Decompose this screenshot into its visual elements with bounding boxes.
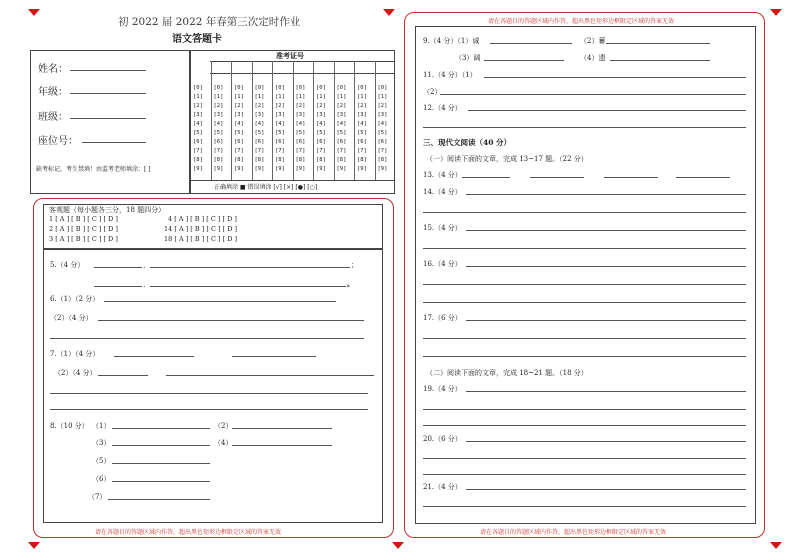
q8-answer-4[interactable] bbox=[232, 445, 332, 446]
admission-digit-bubble[interactable]: [9] bbox=[377, 166, 388, 172]
corner-marker-bottom-left bbox=[28, 542, 40, 549]
corner-marker-bottom-mid bbox=[392, 542, 404, 549]
admission-digit-bubble[interactable]: [3] bbox=[295, 112, 306, 118]
admission-digit-bubble[interactable]: [0] bbox=[254, 85, 265, 91]
admission-digit-bubble[interactable]: [7] bbox=[275, 148, 285, 154]
admission-digit-bubble[interactable]: [1] bbox=[275, 94, 285, 100]
admission-digit-bubble[interactable]: [5] bbox=[275, 130, 285, 136]
q15-label: 15.（4 分） bbox=[423, 224, 462, 232]
q11-1-answer[interactable] bbox=[484, 77, 746, 78]
admission-digit-bubble[interactable]: [9] bbox=[357, 166, 367, 172]
q8-item-7: （7） bbox=[88, 493, 107, 501]
section3-title: 三、现代文阅读（40 分） bbox=[423, 138, 512, 147]
name-field[interactable] bbox=[70, 70, 146, 71]
admission-digit-bubble: [6] bbox=[193, 139, 203, 145]
corner-marker-top-mid bbox=[383, 9, 395, 16]
q16-answer-1[interactable] bbox=[466, 266, 746, 267]
q8-item-4: （4） bbox=[214, 439, 233, 447]
admission-digit-bubble[interactable]: [2] bbox=[316, 103, 326, 109]
q8-answer-2[interactable] bbox=[232, 428, 332, 429]
q15-answer-1[interactable] bbox=[466, 230, 746, 231]
admission-digit-bubble[interactable]: [0] bbox=[357, 85, 367, 91]
warning-right-top: 请在各题目的答题区域内作答，超出黑色矩形边框限定区域的答案无效 bbox=[488, 18, 675, 25]
admission-digit-bubble: [1] bbox=[193, 94, 203, 100]
q6-2-answer-1[interactable] bbox=[98, 320, 364, 321]
corner-marker-top-left bbox=[28, 9, 40, 16]
admission-column-divider bbox=[354, 61, 355, 180]
admission-digit-bubble[interactable]: [2] bbox=[295, 103, 306, 109]
admission-digit-bubble[interactable]: [1] bbox=[213, 94, 224, 100]
admission-digit-bubble[interactable]: [7] bbox=[316, 148, 326, 154]
page-subtitle: 语文答题卡 bbox=[172, 34, 222, 45]
admission-title: 准考证号 bbox=[276, 51, 304, 60]
q9-1-answer[interactable] bbox=[490, 43, 572, 44]
q13-answer-4[interactable] bbox=[676, 177, 730, 178]
q8-answer-7[interactable] bbox=[108, 499, 210, 500]
admission-digit-bubble: [8] bbox=[193, 157, 203, 163]
q5-blank-3[interactable] bbox=[94, 286, 142, 287]
admission-digit-bubble[interactable]: [4] bbox=[357, 121, 367, 127]
page-title: 初 2022 届 2022 年春第三次定时作业 bbox=[118, 16, 301, 28]
admission-digit-bubble[interactable]: [7] bbox=[357, 148, 367, 154]
q16-answer-3[interactable] bbox=[423, 302, 746, 303]
admission-digit-bubble[interactable]: [5] bbox=[295, 130, 306, 136]
admission-digit-bubble[interactable]: [6] bbox=[377, 139, 388, 145]
admission-digit-bubble[interactable]: [6] bbox=[254, 139, 265, 145]
admission-column-divider bbox=[231, 61, 232, 180]
admission-digit-bubble[interactable]: [6] bbox=[234, 139, 244, 145]
q8-answer-5[interactable] bbox=[112, 463, 210, 464]
q20-label: 20.（6 分） bbox=[423, 435, 462, 443]
admission-digit-bubble[interactable]: [8] bbox=[275, 157, 285, 163]
admission-digit-bubble[interactable]: [5] bbox=[357, 130, 367, 136]
admission-digit-bubble[interactable]: [9] bbox=[234, 166, 244, 172]
admission-digit-bubble[interactable]: [1] bbox=[234, 94, 244, 100]
q11-2-label: （2） bbox=[423, 88, 442, 96]
admission-digit-bubble[interactable]: [8] bbox=[295, 157, 306, 163]
q5-blank-4[interactable] bbox=[150, 286, 346, 287]
admission-digit-bubble[interactable]: [7] bbox=[295, 148, 306, 154]
admission-digit-bubble[interactable]: [9] bbox=[275, 166, 285, 172]
admission-digit-bubble[interactable]: [5] bbox=[336, 130, 347, 136]
part1-title: （一）阅读下面的文章，完成 13~17 题。（22 分） bbox=[426, 155, 588, 163]
objective-row-18[interactable]: 18 [ A ] [ B ] [ C ] [ D ] bbox=[164, 235, 238, 243]
q8-answer-3[interactable] bbox=[112, 445, 210, 446]
q6-2-answer-2[interactable] bbox=[50, 338, 364, 339]
admission-digit-bubble[interactable]: [4] bbox=[275, 121, 285, 127]
admission-digit-bubble[interactable]: [2] bbox=[254, 103, 265, 109]
admission-digit-bubble: [0] bbox=[193, 85, 203, 91]
q8-item-2: （2） bbox=[214, 422, 233, 430]
q16-answer-2[interactable] bbox=[423, 284, 746, 285]
admission-digit-bubble[interactable]: [7] bbox=[377, 148, 388, 154]
q14-answer-2[interactable] bbox=[423, 212, 746, 213]
admission-column-divider bbox=[293, 61, 294, 180]
q17-answer-3[interactable] bbox=[423, 356, 746, 357]
admission-digit-bubble[interactable]: [0] bbox=[213, 85, 224, 91]
q7-2-label: （2）（4 分） bbox=[54, 369, 97, 377]
admission-column-divider bbox=[252, 61, 253, 180]
objective-row-3[interactable]: 3 [ A ] [ B ] [ C ] [ D ] bbox=[49, 235, 118, 243]
admission-digit-bubble[interactable]: [5] bbox=[254, 130, 265, 136]
q9-label: 9.（4 分）（1）诚 bbox=[423, 37, 480, 45]
warning-right-bottom: 请在各题目的答题区域内作答，超出黑色矩形边框限定区域的答案无效 bbox=[480, 529, 667, 536]
admission-digit-bubble[interactable]: [7] bbox=[254, 148, 265, 154]
seat-label: 座位号： bbox=[38, 136, 78, 147]
objective-row-14[interactable]: 14 [ A ] [ B ] [ C ] [ D ] bbox=[164, 225, 238, 233]
admission-digit-bubble[interactable]: [0] bbox=[275, 85, 285, 91]
admission-digit-bubble[interactable]: [4] bbox=[254, 121, 265, 127]
admission-digit-bubble[interactable]: [6] bbox=[275, 139, 285, 145]
admission-digit-bubble[interactable]: [4] bbox=[377, 121, 388, 127]
class-label: 班级： bbox=[38, 112, 68, 123]
q8-answer-1[interactable] bbox=[112, 428, 210, 429]
name-label: 姓名： bbox=[38, 64, 68, 75]
admission-digit-bubble[interactable]: [5] bbox=[234, 130, 244, 136]
admission-digit-bubble[interactable]: [2] bbox=[357, 103, 367, 109]
admission-digit-bubble[interactable]: [4] bbox=[295, 121, 306, 127]
q7-2-answer-2[interactable] bbox=[166, 375, 374, 376]
q6-2-label: （2）（4 分） bbox=[50, 314, 93, 322]
q8-answer-6[interactable] bbox=[112, 481, 210, 482]
q19-answer-3[interactable] bbox=[423, 425, 746, 426]
admission-digit-bubble[interactable]: [0] bbox=[377, 85, 388, 91]
q5-label: 5.（4 分） bbox=[50, 261, 85, 269]
q5-semicolon: ； bbox=[351, 261, 358, 269]
admission-digit-bubble[interactable]: [8] bbox=[234, 157, 244, 163]
objective-row-2[interactable]: 2 [ A ] [ B ] [ C ] [ D ] bbox=[49, 225, 118, 233]
admission-digit-bubble[interactable]: [0] bbox=[295, 85, 306, 91]
q8-item-3: （3） bbox=[92, 439, 111, 447]
q7-2-answer-4[interactable] bbox=[50, 409, 368, 410]
admission-digit-bubble[interactable]: [1] bbox=[295, 94, 306, 100]
admission-column-divider bbox=[313, 61, 314, 180]
q19-label: 19.（4 分） bbox=[423, 385, 462, 393]
q17-answer-2[interactable] bbox=[423, 338, 746, 339]
q19-answer-1[interactable] bbox=[466, 391, 746, 392]
admission-digit-bubble[interactable]: [3] bbox=[275, 112, 285, 118]
admission-column-divider bbox=[272, 61, 273, 180]
q20-answer-3[interactable] bbox=[423, 474, 746, 475]
q5-blank-1[interactable] bbox=[94, 267, 142, 268]
admission-digit-bubble[interactable]: [2] bbox=[213, 103, 224, 109]
admission-digit-bubble[interactable]: [7] bbox=[336, 148, 347, 154]
corner-marker-top-right bbox=[770, 9, 782, 16]
admission-digit-bubble[interactable]: [9] bbox=[254, 166, 265, 172]
admission-digit-bubble[interactable]: [3] bbox=[254, 112, 265, 118]
admission-digit-bubble[interactable]: [5] bbox=[316, 130, 326, 136]
q17-answer-1[interactable] bbox=[466, 320, 746, 321]
part2-title: （二）阅读下面的文章，完成 18~21 题。（18 分） bbox=[426, 369, 588, 377]
admission-digit-bubble[interactable]: [6] bbox=[213, 139, 224, 145]
admission-digit-bubble[interactable]: [9] bbox=[213, 166, 224, 172]
admission-digit-bubble[interactable]: [1] bbox=[377, 94, 388, 100]
objective-title: 客观题（每小题各三分，18 题四分） bbox=[49, 206, 166, 214]
admission-digit-bubble[interactable]: [8] bbox=[316, 157, 326, 163]
admission-digit-bubble[interactable]: [0] bbox=[336, 85, 347, 91]
admission-digit-bubble[interactable]: [4] bbox=[336, 121, 347, 127]
q9-2-answer[interactable] bbox=[606, 43, 710, 44]
q9-2-label: （2）蓄 bbox=[580, 37, 606, 45]
q7-2-answer-1[interactable] bbox=[98, 375, 148, 376]
admission-digit-bubble[interactable]: [3] bbox=[336, 112, 347, 118]
admission-digit-bubble[interactable]: [8] bbox=[357, 157, 367, 163]
q12-label: 12.（4 分） bbox=[423, 104, 462, 112]
q5-comma-2: ， bbox=[143, 280, 150, 288]
q8-item-5: （5） bbox=[92, 457, 111, 465]
q21-answer-2[interactable] bbox=[423, 506, 746, 507]
q7-1-answer-2[interactable] bbox=[232, 356, 316, 357]
admission-digit-bubble[interactable]: [1] bbox=[357, 94, 367, 100]
q20-answer-2[interactable] bbox=[423, 458, 746, 459]
q12-answer-2[interactable] bbox=[423, 127, 746, 128]
q9-4-answer[interactable] bbox=[610, 60, 710, 61]
fill-instruction: 正确填涂 ■ 错误填涂 [√] [×] [●] [○] bbox=[214, 184, 318, 191]
q20-answer-1[interactable] bbox=[466, 441, 746, 442]
admission-digit-bubble[interactable]: [9] bbox=[336, 166, 347, 172]
admission-digit-bubble[interactable]: [6] bbox=[316, 139, 326, 145]
grade-label: 年级： bbox=[38, 87, 68, 98]
admission-digit-bubble[interactable]: [6] bbox=[295, 139, 306, 145]
q16-label: 16.（4 分） bbox=[423, 260, 462, 268]
q5-blank-2[interactable] bbox=[150, 267, 350, 268]
grade-field[interactable] bbox=[70, 93, 146, 94]
admission-digit-bubble: [5] bbox=[193, 130, 203, 136]
q8-item-6: （6） bbox=[92, 475, 111, 483]
q6-1-label: 6.（1）（2 分） bbox=[50, 295, 100, 303]
q7-1-label: 7.（1）（4 分） bbox=[50, 350, 100, 358]
q12-answer-1[interactable] bbox=[468, 110, 746, 111]
admission-digit-bubble[interactable]: [3] bbox=[316, 112, 326, 118]
q7-2-answer-3[interactable] bbox=[50, 393, 368, 394]
q11-2-answer[interactable] bbox=[440, 94, 746, 95]
admission-digit-bubble[interactable]: [8] bbox=[377, 157, 388, 163]
admission-digit-bubble[interactable]: [2] bbox=[377, 103, 388, 109]
admission-digit-bubble[interactable]: [3] bbox=[234, 112, 244, 118]
q7-1-answer-1[interactable] bbox=[114, 356, 194, 357]
admission-column-divider bbox=[211, 61, 212, 180]
admission-digit-bubble[interactable]: [9] bbox=[316, 166, 326, 172]
admission-digit-bubble[interactable]: [0] bbox=[234, 85, 244, 91]
objective-row-4[interactable]: 4 [ A ] [ B ] [ C ] [ D ] bbox=[168, 215, 237, 223]
admission-digit-bubble: [2] bbox=[193, 103, 203, 109]
admission-digit-bubble[interactable]: [3] bbox=[357, 112, 367, 118]
objective-row-1[interactable]: 1 [ A ] [ B ] [ C ] [ D ] bbox=[49, 215, 118, 223]
q9-4-label: （4）遗 bbox=[580, 54, 606, 62]
q6-1-answer[interactable] bbox=[104, 301, 336, 302]
absent-note: 缺考标记，考生禁填！由监考老师填涂：[ ] bbox=[36, 166, 151, 173]
admission-digit-bubble[interactable]: [1] bbox=[254, 94, 265, 100]
q9-3-answer[interactable] bbox=[484, 60, 564, 61]
admission-digit-bubble[interactable]: [3] bbox=[213, 112, 224, 118]
admission-digit-bubble[interactable]: [0] bbox=[316, 85, 326, 91]
admission-digit-bubble[interactable]: [8] bbox=[213, 157, 224, 163]
admission-digit-bubble[interactable]: [3] bbox=[377, 112, 388, 118]
admission-digit-bubble[interactable]: [9] bbox=[295, 166, 306, 172]
admission-column-divider bbox=[334, 61, 335, 180]
q19-answer-2[interactable] bbox=[423, 409, 746, 410]
admission-digit-bubble[interactable]: [8] bbox=[254, 157, 265, 163]
admission-digit-bubble[interactable]: [1] bbox=[336, 94, 347, 100]
admission-digit-bubble[interactable]: [7] bbox=[234, 148, 244, 154]
admission-digit-bubble[interactable]: [4] bbox=[213, 121, 224, 127]
seat-field[interactable] bbox=[82, 142, 146, 143]
q13-answer-2[interactable] bbox=[530, 177, 584, 178]
q13-label: 13.（4 分） bbox=[423, 171, 462, 179]
q5-comma-1: ， bbox=[143, 261, 150, 269]
warning-left: 请在各题目的答题区域内作答，超出黑色矩形边框限定区域的答案无效 bbox=[95, 529, 282, 536]
admission-digit-bubble: [7] bbox=[193, 148, 203, 154]
admission-digit-bubble[interactable]: [2] bbox=[234, 103, 244, 109]
q9-3-label: （3）阔 bbox=[455, 54, 481, 62]
admission-digit-bubble[interactable]: [2] bbox=[336, 103, 347, 109]
admission-digit-bubble[interactable]: [1] bbox=[316, 94, 326, 100]
admission-column-divider bbox=[375, 61, 376, 180]
q17-label: 17.（6 分） bbox=[423, 314, 462, 322]
q21-answer-1[interactable] bbox=[466, 489, 746, 490]
q15-answer-2[interactable] bbox=[423, 248, 746, 249]
q8-label: 8.（10 分） bbox=[50, 422, 89, 430]
admission-digit-bubble[interactable]: [2] bbox=[275, 103, 285, 109]
q8-item-1: （1） bbox=[92, 422, 111, 430]
admission-digit-bubble[interactable]: [7] bbox=[213, 148, 224, 154]
q21-label: 21.（4 分） bbox=[423, 483, 462, 491]
admission-digit-bubble[interactable]: [5] bbox=[213, 130, 224, 136]
subjective-box-right bbox=[415, 26, 756, 524]
admission-digit-bubble: [9] bbox=[193, 166, 203, 172]
admission-digit-bubble[interactable]: [6] bbox=[357, 139, 367, 145]
q14-answer-1[interactable] bbox=[466, 194, 746, 195]
admission-digit-bubble[interactable]: [4] bbox=[234, 121, 244, 127]
admission-digit-bubble[interactable]: [6] bbox=[336, 139, 347, 145]
q14-label: 14.（4 分） bbox=[423, 188, 462, 196]
admission-digit-bubble[interactable]: [5] bbox=[377, 130, 388, 136]
admission-digit-bubble: [3] bbox=[193, 112, 203, 118]
admission-digit-bubble[interactable]: [8] bbox=[336, 157, 347, 163]
q11-label: 11.（4 分）（1） bbox=[423, 71, 477, 79]
q13-answer-3[interactable] bbox=[604, 177, 658, 178]
q13-answer-1[interactable] bbox=[462, 177, 510, 178]
admission-digit-bubble[interactable]: [4] bbox=[316, 121, 326, 127]
q5-period: 。 bbox=[347, 279, 354, 288]
admission-digit-bubble: [4] bbox=[193, 121, 203, 127]
corner-marker-bottom-right bbox=[770, 542, 782, 549]
class-field[interactable] bbox=[70, 118, 146, 119]
